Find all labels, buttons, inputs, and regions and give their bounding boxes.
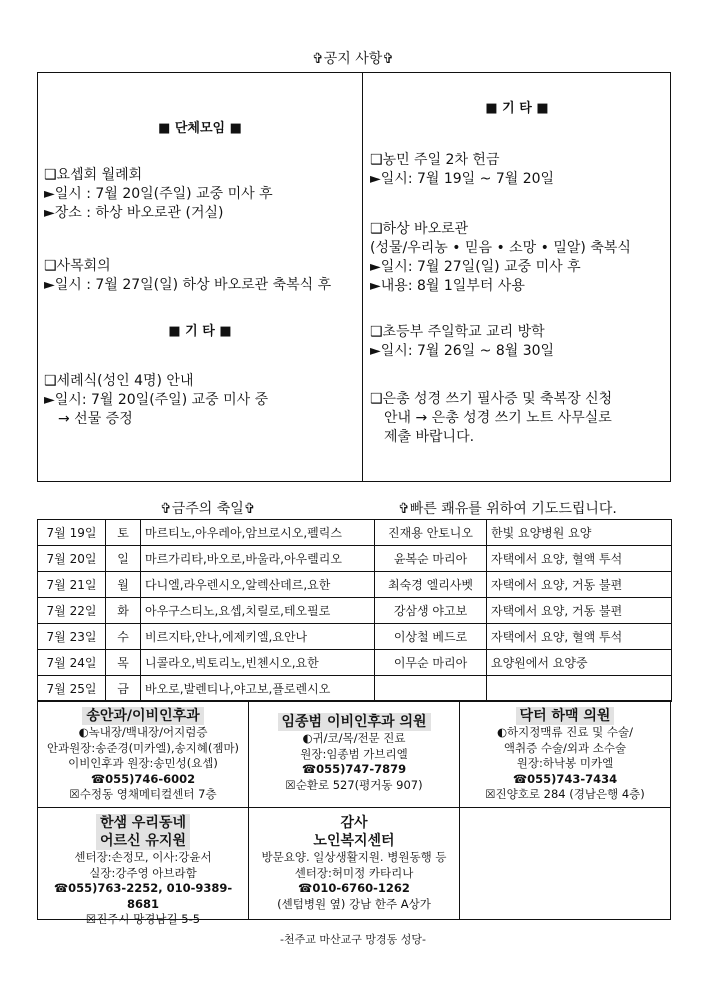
ad-line: 센터장:허미정 카타리나 bbox=[294, 865, 414, 880]
feast-saints: 아우구스티노,요셉,치릴로,테오필로 bbox=[141, 598, 375, 624]
feast-row bbox=[38, 650, 672, 676]
ad-eye-ent-clinic bbox=[37, 700, 249, 808]
feast-date: 7월 19일 bbox=[38, 520, 106, 546]
ad-line: 액취증 수술/외과 소수술 bbox=[503, 740, 627, 755]
ad-line: 안과원장:송준경(미카엘),송지혜(젬마) bbox=[46, 740, 240, 755]
feast-saints: 마르티노,아우레아,암브로시오,펠릭스 bbox=[141, 520, 375, 546]
notice-line: ❑농민 주일 2차 헌금 bbox=[370, 152, 500, 168]
ad-name-2: 노인복지센터 bbox=[313, 833, 395, 849]
notice-line: ❑은총 성경 쓰기 필사증 및 축복장 신청 bbox=[370, 391, 613, 407]
feast-saints: 다니엘,라우렌시오,알렉산데르,요한 bbox=[141, 572, 375, 598]
feast-saints: 바오로,발렌티나,야고보,플로렌시오 bbox=[141, 676, 375, 702]
feast-row bbox=[38, 598, 672, 624]
feast-weekday: 토 bbox=[106, 520, 141, 546]
notice-line: ►일시: 7월 20일(주일) 교중 미사 중 bbox=[44, 392, 269, 408]
ad-phone: ☎055)743-7434 bbox=[512, 771, 618, 786]
patient-status: 한빛 요양병원 요양 bbox=[487, 520, 672, 546]
notice-line: → 선물 증정 bbox=[58, 411, 133, 427]
feast-date: 7월 22일 bbox=[38, 598, 106, 624]
patient-name: 이무순 마리아 bbox=[375, 650, 487, 676]
patient-name: 이상철 베드로 bbox=[375, 624, 487, 650]
ad-address: (센텀병원 옆) 강남 한주 A상가 bbox=[277, 896, 431, 911]
notice-line: ►일시: 7월 27일(일) 교중 미사 후 bbox=[370, 259, 581, 275]
patient-status: 자택에서 요양, 혈액 투석 bbox=[487, 624, 672, 650]
notice-line: (성물/우리농 • 믿음 • 소망 • 밀알) 축복식 bbox=[370, 240, 631, 256]
ad-phone: ☎055)763-2252, 010-9389-8681 bbox=[53, 881, 233, 911]
notice-line: ►일시: 7월 19일 ~ 7월 20일 bbox=[370, 171, 555, 187]
feast-row bbox=[38, 520, 672, 546]
ad-line: ◐하지정맥류 진료 및 수술/ bbox=[497, 725, 633, 739]
ad-address: ☒순환로 527(평거동 907) bbox=[285, 777, 423, 792]
feast-weekday: 수 bbox=[106, 624, 141, 650]
ad-line: 방문요양. 일상생활지원. 병원동행 등 bbox=[261, 850, 447, 864]
feast-title: ✞금주의 축일✞ bbox=[160, 501, 256, 517]
feast-weekday: 화 bbox=[106, 598, 141, 624]
patient-name: 윤복순 마리아 bbox=[375, 546, 487, 572]
feast-weekday: 월 bbox=[106, 572, 141, 598]
feast-row bbox=[38, 546, 672, 572]
footer-parish: -천주교 마산교구 망경동 성당- bbox=[280, 933, 426, 946]
notice-title: ✞공지 사항✞ bbox=[311, 51, 394, 67]
notice-line: ❑하상 바오로관 bbox=[370, 221, 469, 237]
notice-line: ❑사목회의 bbox=[44, 258, 111, 274]
ad-line: ◐녹내장/백내장/어지럼증 bbox=[78, 725, 208, 739]
patient-name: 강삼생 야고보 bbox=[375, 598, 487, 624]
patient-status: 요양원에서 요양중 bbox=[487, 650, 672, 676]
group-heading: ■ 단체모임 ■ bbox=[158, 121, 242, 136]
patient-status bbox=[487, 676, 672, 702]
etc-heading-right: ■ 기 타 ■ bbox=[485, 101, 549, 116]
patient-status: 자택에서 요양, 거동 불편 bbox=[487, 598, 672, 624]
feast-row bbox=[38, 572, 672, 598]
ad-name: 한샘 우리동네 bbox=[96, 814, 190, 832]
notice-line: ►일시 : 7월 27일(일) 하상 바오로관 축복식 후 bbox=[44, 277, 332, 293]
ad-address: ☒진양호로 284 (경남은행 4층) bbox=[485, 787, 645, 801]
feast-row bbox=[38, 676, 672, 702]
ad-phone: ☎055)746-6002 bbox=[90, 771, 196, 786]
notice-line: 제출 바랍니다. bbox=[384, 429, 475, 445]
ad-line: 실장:강주영 아브라함 bbox=[89, 865, 197, 880]
ad-line: 이비인후과 원장:송민성(요셉) bbox=[68, 756, 218, 770]
ad-line: ◐귀/코/목/전문 진료 bbox=[302, 731, 406, 745]
feast-row bbox=[38, 624, 672, 650]
notice-line: ❑세례식(성인 4명) 안내 bbox=[44, 373, 194, 389]
notice-line: ►내용: 8월 1일부터 사용 bbox=[370, 278, 525, 294]
ad-ent-clinic bbox=[248, 700, 460, 808]
etc-heading-left: ■ 기 타 ■ bbox=[168, 324, 232, 339]
feast-date: 7월 21일 bbox=[38, 572, 106, 598]
notice-line: 안내 → 은총 성경 쓰기 노트 사무실로 bbox=[384, 410, 612, 426]
feast-saints: 마르가리타,바오로,바울라,아우렐리오 bbox=[141, 546, 375, 572]
ad-line: 원장:임종범 가브리엘 bbox=[300, 746, 408, 761]
notice-line: ►장소 : 하상 바오로관 (거실) bbox=[44, 205, 224, 221]
feast-weekday: 금 bbox=[106, 676, 141, 702]
notice-line: ►일시: 7월 26일 ~ 8월 30일 bbox=[370, 343, 555, 359]
sponsor-ads bbox=[37, 700, 671, 926]
ad-line: 센터장:손정모, 이사:강윤서 bbox=[74, 850, 212, 864]
feast-weekday: 일 bbox=[106, 546, 141, 572]
notice-line: ❑요셉회 월례회 bbox=[44, 167, 143, 183]
feast-saints: 비르지타,안나,에제키엘,요안나 bbox=[141, 624, 375, 650]
ad-empty-slot bbox=[459, 807, 671, 920]
notice-box bbox=[37, 72, 671, 482]
ad-welfare-center bbox=[248, 807, 460, 920]
patient-status: 자택에서 요양, 거동 불편 bbox=[487, 572, 672, 598]
feast-saints: 니콜라오,빅토리노,빈첸시오,요한 bbox=[141, 650, 375, 676]
feast-date: 7월 25일 bbox=[38, 676, 106, 702]
patient-name bbox=[375, 676, 487, 702]
feast-date: 7월 24일 bbox=[38, 650, 106, 676]
patient-name: 진재용 안토니오 bbox=[375, 520, 487, 546]
notice-line: ❑초등부 주일학교 교리 방학 bbox=[370, 324, 545, 340]
ad-vein-clinic bbox=[459, 700, 671, 808]
ad-name: 닥터 하맥 의원 bbox=[516, 707, 615, 725]
notice-line: ►일시 : 7월 20일(주일) 교중 미사 후 bbox=[44, 186, 273, 202]
ad-name: 감사 bbox=[340, 815, 368, 831]
ad-line: 원장:하낙봉 미카엘 bbox=[516, 756, 614, 770]
feast-date: 7월 23일 bbox=[38, 624, 106, 650]
ad-kindergarten bbox=[37, 807, 249, 926]
ad-phone: ☎010-6760-1262 bbox=[298, 881, 410, 895]
feast-date: 7월 20일 bbox=[38, 546, 106, 572]
ad-name-2: 어르신 유지원 bbox=[96, 832, 190, 850]
ad-address: ☒진주시 망경남길 5-5 bbox=[85, 912, 201, 926]
patient-name: 최숙경 엘리사벳 bbox=[375, 572, 487, 598]
patient-status: 자택에서 요양, 혈액 투석 bbox=[487, 546, 672, 572]
ad-phone: ☎055)747-7879 bbox=[301, 762, 407, 776]
ad-address: ☒수정동 영채메티컬센터 7층 bbox=[69, 787, 217, 801]
feast-table bbox=[37, 519, 672, 702]
healing-title: ✞빠른 쾌유를 위하여 기도드립니다. bbox=[398, 501, 617, 517]
feast-weekday: 목 bbox=[106, 650, 141, 676]
ad-name: 송안과/이비인후과 bbox=[82, 707, 203, 725]
ad-name: 임종범 이비인후과 의원 bbox=[278, 713, 431, 731]
column-divider bbox=[362, 73, 363, 481]
